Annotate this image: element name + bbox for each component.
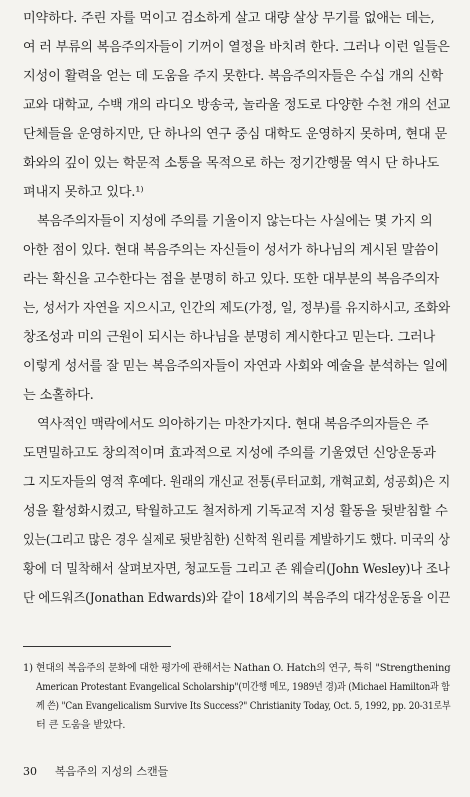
body-line: 있는(그리고 많은 경우 실제로 뒷받침한) 신학적 원리를 계발하기도 했다. 미국의 상 — [23, 533, 450, 548]
body-line: 는, 성서가 자연을 지으시고, 인간의 제도(가정, 일, 정부)를 유지하시고, 조화와 — [23, 301, 450, 316]
body-line: 미약하다. 주린 자를 먹이고 검소하게 살고 대량 살상 무기를 없애는 데는, — [23, 11, 435, 26]
body-line: 창조성과 미의 근원이 되시는 하나님을 분명히 계시한다고 믿는다. 그러나 — [23, 330, 436, 345]
running-footer-title: 복음주의 지성의 스캔들 — [55, 765, 169, 778]
body-line: 여 러 부류의 복음주의자들이 기꺼이 열정을 바치려 한다. 그러나 이런 일들은 — [23, 40, 450, 55]
body-line: 지성이 활력을 얻는 데 도움을 주지 못한다. 복음주의자들은 수십 개의 신학 — [23, 69, 444, 84]
body-line: 펴내지 못하고 있다.¹⁾ — [23, 185, 144, 200]
body-line: 라는 확신을 고수한다는 점을 분명히 하고 있다. 또한 대부분의 복음주의자 — [23, 272, 440, 287]
paragraph-start-line: 복음주의자들이 지성에 주의를 기울이지 않는다는 사실에는 몇 가지 의 — [37, 214, 433, 229]
footnote-line: American Protestant Evangelical Scholarship"(미간행 메모, 1989년 경)과 (Michael Hamilton과 함 — [36, 682, 450, 693]
footnote-line: 께 쓴) "Can Evangelicalism Survive Its Success?" Christianity Today, Oct. 5, 1992, pp. 20-31로부 — [36, 701, 451, 712]
body-line: 단 에드워즈(Jonathan Edwards)와 같이 18세기의 복음주의 대각성운동을 이끈 — [23, 591, 451, 606]
body-line: 화와의 깊이 있는 학문적 소통을 목적으로 하는 정기간행물 역시 단 하나도 — [23, 156, 440, 171]
body-line: 도면밀하고도 창의적이며 효과적으로 지성에 주의를 기울였던 신앙운동과 — [23, 446, 436, 461]
body-line: 단체들을 운영하지만, 단 하나의 연구 중심 대학도 운영하지 못하며, 현대 문 — [23, 127, 448, 142]
body-line: 교와 대학교, 수백 개의 라디오 방송국, 놀라울 정도로 다양한 수천 개의 선교 — [23, 98, 451, 113]
footnote-line: 터 큰 도움을 받았다. — [36, 720, 126, 731]
body-line: 성을 활성화시켰고, 탁월하고도 철저하게 기독교적 지성 활동을 뒷받침할 수 — [23, 504, 448, 519]
body-line: 그 지도자들의 영적 후예다. 원래의 개신교 전통(루터교회, 개혁교회, 성공회)은 지 — [23, 475, 451, 490]
body-line: 이렇게 성서를 잘 믿는 복음주의자들이 자연과 사회와 예술을 분석하는 일에 — [23, 359, 448, 374]
page-number: 30 — [23, 765, 37, 778]
paragraph-start-line: 역사적인 맥락에서도 의아하기는 마찬가지다. 현대 복음주의자들은 주 — [37, 417, 429, 432]
body-line: 황에 더 밀착해서 살펴보자면, 청교도들 그리고 존 웨슬리(John Wesley)나 조나 — [23, 562, 450, 577]
footnote-separator — [23, 646, 171, 647]
body-line: 아한 점이 있다. 현대 복음주의는 자신들이 성서가 하나님의 계시된 말씀이 — [23, 243, 440, 258]
body-line: 는 소홀하다. — [23, 388, 94, 403]
footnote-line: 1) 현대의 복음주의 문화에 대한 평가에 관해서는 Nathan O. Hatch의 연구, 특히 "Strengthening — [23, 663, 451, 674]
